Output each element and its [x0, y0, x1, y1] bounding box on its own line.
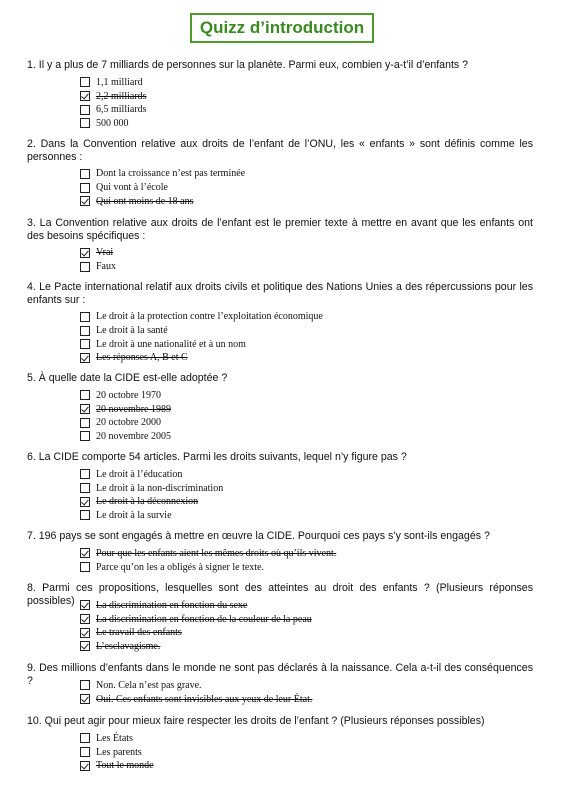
checkbox-icon[interactable] [80, 118, 90, 128]
answer-option-label: 20 octobre 2000 [96, 417, 161, 429]
checked-checkbox-icon[interactable] [80, 248, 90, 258]
answer-option-label: Le droit à la protection contre l’exploitation économique [96, 311, 323, 323]
checked-checkbox-icon[interactable] [80, 694, 90, 704]
answer-option[interactable] [80, 481, 223, 495]
answer-option[interactable] [80, 626, 312, 640]
answer-option-label: Le travail des enfants [96, 627, 182, 639]
checkbox-icon[interactable] [80, 510, 90, 520]
answer-option[interactable] [80, 181, 245, 195]
question-9-text: 9. Des millions d’enfants dans le monde ne sont pas déclarés à la naissance. Cela a-t-il des conséquences ? [27, 662, 533, 687]
answer-option-label: Vrai [96, 247, 114, 259]
answer-option[interactable] [80, 337, 323, 351]
answer-option-label: Le droit à la non-discrimination [96, 482, 224, 494]
question-5-options [80, 389, 171, 444]
answer-option-label: Non. Cela n’est pas grave. [96, 679, 202, 691]
answer-option[interactable] [80, 495, 223, 509]
answer-option-label: Le droit à la survie [96, 509, 172, 521]
answer-option-label: 2,2 milliards [96, 90, 147, 102]
checked-checkbox-icon[interactable] [80, 196, 90, 206]
answer-option-label: Oui. Ces enfants sont invisibles aux yeux de leur État. [96, 693, 313, 705]
checked-checkbox-icon[interactable] [80, 548, 90, 558]
checked-checkbox-icon[interactable] [80, 404, 90, 414]
answer-option[interactable] [80, 389, 171, 403]
answer-option-label: Le droit à la santé [96, 325, 168, 337]
question-2-options [80, 167, 245, 208]
answer-option[interactable] [80, 351, 323, 365]
answer-option[interactable] [80, 679, 312, 693]
answer-option-label: Le droit à la déconnexion [96, 496, 199, 508]
answer-option-label: Faux [96, 261, 116, 273]
answer-option[interactable] [80, 692, 312, 706]
answer-option[interactable] [80, 612, 312, 626]
checkbox-icon[interactable] [80, 77, 90, 87]
checkbox-icon[interactable] [80, 339, 90, 349]
question-2-text: 2. Dans la Convention relative aux droits de l’enfant de l’ONU, les « enfants » sont définis comme les personnes : [27, 138, 533, 163]
answer-option[interactable] [80, 402, 171, 416]
answer-option-label: L’esclavagisme. [96, 640, 161, 652]
question-7-text: 7. 196 pays se sont engagés à mettre en œuvre la CIDE. Pourquoi ces pays s’y sont-ils engagés ? [27, 530, 490, 542]
checked-checkbox-icon[interactable] [80, 600, 90, 610]
answer-option-label: Dont la croissance n’est pas terminée [96, 168, 246, 180]
answer-option-label: Qui ont moins de 18 ans [96, 195, 194, 207]
checked-checkbox-icon[interactable] [80, 614, 90, 624]
answer-option[interactable] [80, 310, 323, 324]
question-1-text: 1. Il y a plus de 7 milliards de personnes sur la planète. Parmi eux, combien y-a-t’il d’enfants ? [27, 59, 469, 71]
checkbox-icon[interactable] [80, 326, 90, 336]
answer-option[interactable] [80, 599, 312, 613]
answer-option[interactable] [80, 246, 116, 260]
question-4-options [80, 310, 323, 365]
answer-option[interactable] [80, 732, 154, 746]
answer-option[interactable] [80, 509, 223, 523]
question-5-text: 5. À quelle date la CIDE est-elle adoptée ? [27, 372, 228, 384]
question-10-options [80, 732, 154, 773]
answer-option[interactable] [80, 89, 147, 103]
checkbox-icon[interactable] [80, 469, 90, 479]
question-6-text: 6. La CIDE comporte 54 articles. Parmi les droits suivants, lequel n’y figure pas ? [27, 451, 407, 463]
question-8-text: 8. Parmi ces propositions, lesquelles sont des atteintes au droit des enfants ? (Plusieurs réponses possibles) [27, 582, 533, 607]
answer-option-label: Le droit à une nationalité et à un nom [96, 338, 246, 350]
checkbox-icon[interactable] [80, 562, 90, 572]
checked-checkbox-icon[interactable] [80, 91, 90, 101]
answer-option-label: La discrimination en fonction de la couleur de la peau [96, 613, 312, 625]
answer-option[interactable] [80, 117, 147, 131]
checkbox-icon[interactable] [80, 312, 90, 322]
checkbox-icon[interactable] [80, 105, 90, 115]
checked-checkbox-icon[interactable] [80, 628, 90, 638]
question-10-text: 10. Qui peut agir pour mieux faire respecter les droits de l’enfant ? (Plusieurs réponses possibles) [27, 715, 485, 727]
checkbox-icon[interactable] [80, 169, 90, 179]
answer-option[interactable] [80, 103, 147, 117]
checkbox-icon[interactable] [80, 183, 90, 193]
checked-checkbox-icon[interactable] [80, 641, 90, 651]
answer-option-label: Pour que les enfants aient les mêmes droits où qu’ils vivent. [96, 547, 337, 559]
answer-option[interactable] [80, 468, 223, 482]
question-1-options [80, 76, 147, 131]
answer-option-label: 20 octobre 1970 [96, 389, 161, 401]
checkbox-icon[interactable] [80, 262, 90, 272]
question-3-options [80, 246, 116, 273]
answer-option[interactable] [80, 640, 312, 654]
answer-option[interactable] [80, 430, 171, 444]
answer-option[interactable] [80, 194, 245, 208]
answer-option[interactable] [80, 560, 336, 574]
question-7-options [80, 547, 336, 574]
answer-option[interactable] [80, 260, 116, 274]
answer-option[interactable] [80, 76, 147, 90]
answer-option-label: 20 novembre 2005 [96, 430, 171, 442]
answer-option-label: 6,5 milliards [96, 104, 147, 116]
checkbox-icon[interactable] [80, 733, 90, 743]
answer-option-label: Les États [96, 732, 133, 744]
answer-option-label: Parce qu’on les a obligés à signer le texte. [96, 561, 264, 573]
answer-option-label: Les réponses A, B et C [96, 352, 188, 364]
question-8-options [80, 599, 312, 654]
answer-option-label: Les parents [96, 746, 142, 758]
checked-checkbox-icon[interactable] [80, 497, 90, 507]
checkbox-icon[interactable] [80, 483, 90, 493]
answer-option[interactable] [80, 416, 171, 430]
checkbox-icon[interactable] [80, 431, 90, 441]
answer-option-label: 1,1 milliard [96, 76, 143, 88]
answer-option[interactable] [80, 324, 323, 338]
checkbox-icon[interactable] [80, 390, 90, 400]
answer-option-label: Le droit à l’éducation [96, 468, 183, 480]
answer-option-label: Qui vont à l’école [96, 182, 168, 194]
answer-option-label: Tout le monde [96, 760, 154, 772]
answer-option-label: 500 000 [96, 117, 129, 129]
page-title: Quizz d’introduction [190, 13, 374, 43]
checkbox-icon[interactable] [80, 418, 90, 428]
answer-option-label: 20 novembre 1989 [96, 403, 171, 415]
checked-checkbox-icon[interactable] [80, 761, 90, 771]
question-9-options [80, 679, 312, 706]
answer-option[interactable] [80, 547, 336, 561]
answer-option[interactable] [80, 745, 154, 759]
question-3-text: 3. La Convention relative aux droits de l’enfant est le premier texte à mettre en avant que les enfants ont des besoins spécifiques : [27, 217, 533, 242]
answer-option-label: La discrimination en fonction du sexe [96, 599, 248, 611]
question-4-text: 4. Le Pacte international relatif aux droits civils et politique des Nations Unies a des répercussions pour les enfants sur : [27, 281, 533, 306]
checked-checkbox-icon[interactable] [80, 353, 90, 363]
checkbox-icon[interactable] [80, 680, 90, 690]
checkbox-icon[interactable] [80, 747, 90, 757]
answer-option[interactable] [80, 167, 245, 181]
question-6-options [80, 468, 223, 523]
answer-option[interactable] [80, 759, 154, 773]
